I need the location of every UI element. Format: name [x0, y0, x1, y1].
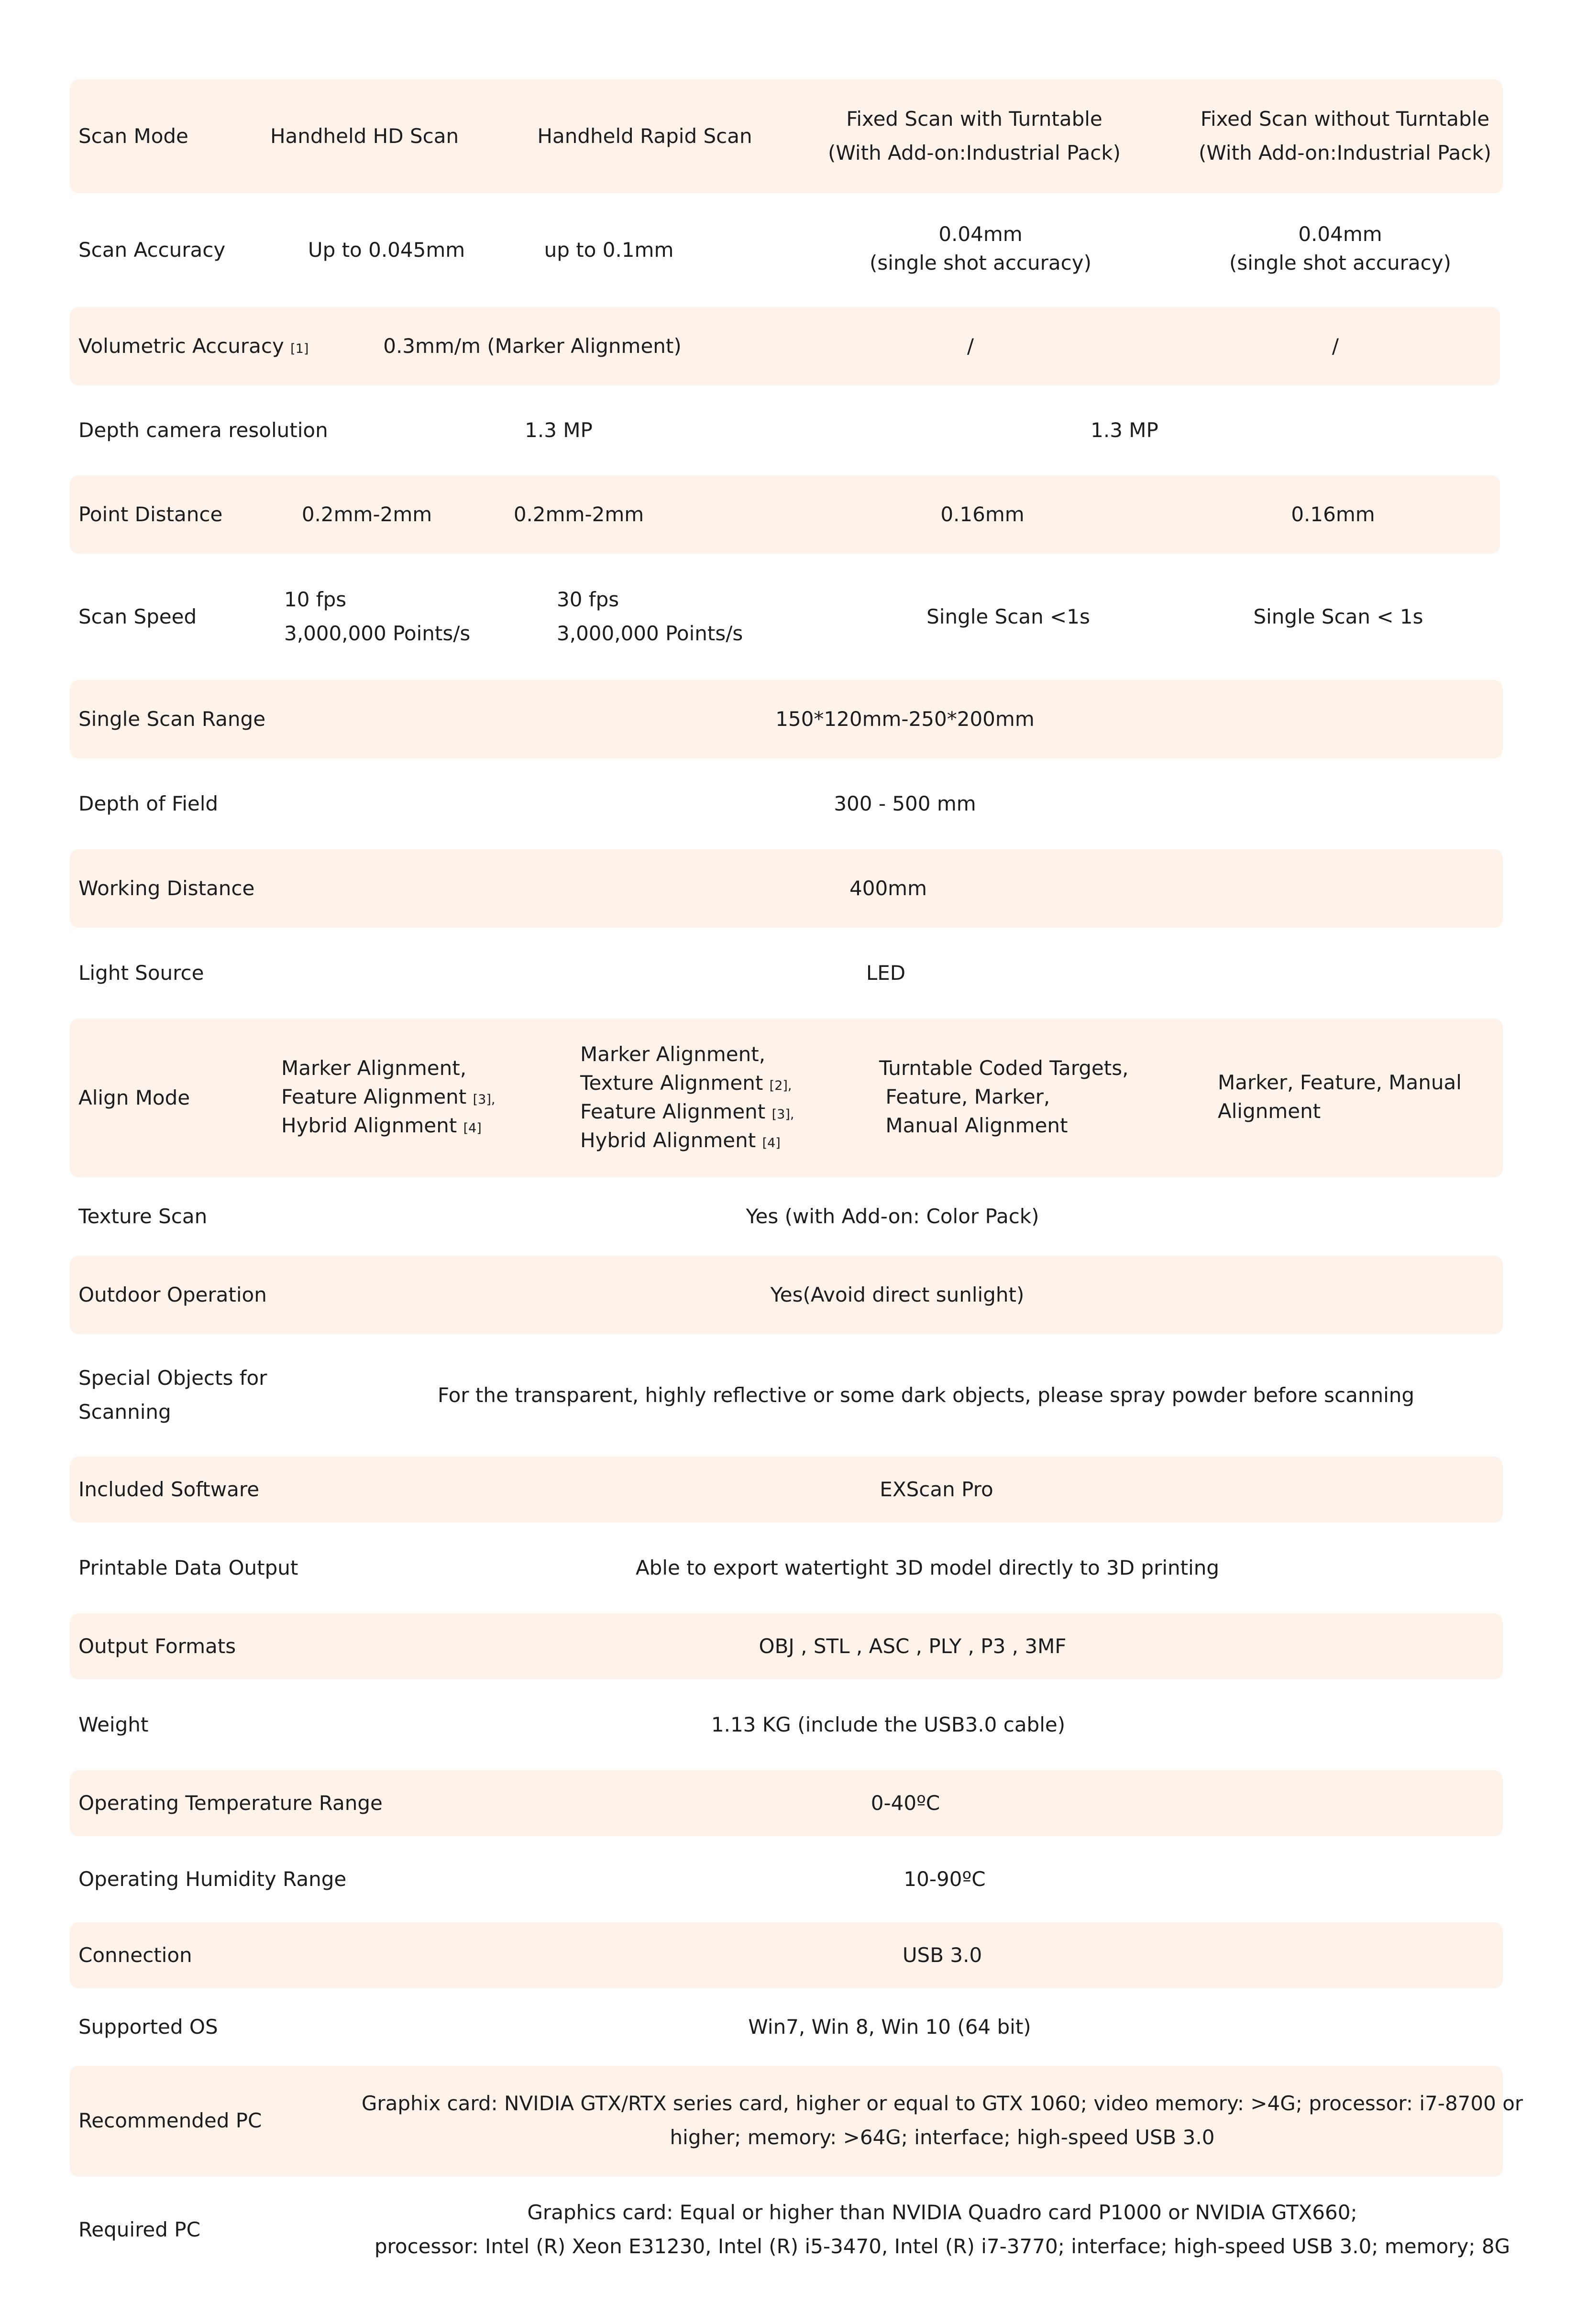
footnote-ref: [3],	[473, 1092, 496, 1107]
align-item: Hybrid Alignment	[281, 1114, 457, 1137]
col-fixed-no-turntable-l1: 0.04mm	[1298, 222, 1382, 246]
row-scan-accuracy	[70, 193, 1503, 307]
col-handheld-hd: Up to 0.045mm	[308, 238, 465, 262]
col-fixed-no-turntable-l2: (With Add-on:Industrial Pack)	[1198, 141, 1492, 164]
row-operating-temperature	[70, 1770, 1503, 1836]
col-handheld-hd-l2: 3,000,000 Points/s	[284, 622, 471, 645]
row-connection	[70, 1922, 1503, 1988]
row-label: Light Source	[78, 961, 204, 985]
row-value: 0-40ºC	[871, 1791, 940, 1815]
col-fixed-turntable-l1: Turntable Coded Targets,	[879, 1056, 1129, 1080]
row-outdoor-operation	[70, 1256, 1503, 1334]
col-fixed-no-turntable-l1: Fixed Scan without Turntable	[1200, 107, 1490, 131]
footnote-ref: [4]	[463, 1121, 482, 1136]
row-value: Able to export watertight 3D model directly to 3D printing	[635, 1556, 1220, 1579]
col-handheld-hd: 0.2mm-2mm	[301, 503, 432, 526]
col-handheld-hd: Handheld HD Scan	[270, 124, 459, 148]
col-fixed: 1.3 MP	[1091, 418, 1158, 442]
col-fixed-turntable: 0.16mm	[940, 503, 1025, 526]
col-handheld-rapid-l2	[580, 1069, 792, 1100]
col-handheld-rapid-l4	[580, 1126, 781, 1158]
col-handheld-rapid: Handheld Rapid Scan	[537, 124, 752, 148]
row-value: For the transparent, highly reflective or some dark objects, please spray powder before scanning	[437, 1383, 1415, 1407]
row-depth-of-field	[70, 758, 1503, 849]
row-value-l1: Graphix card: NVIDIA GTX/RTX series card, higher or equal to GTX 1060; video memory: >4G; processor: i7-8700 or	[361, 2092, 1523, 2115]
col-handheld-rapid-l1	[580, 1040, 765, 1069]
col-fixed-turntable-l2: Feature, Marker,	[879, 1085, 1050, 1108]
row-value: Win7, Win 8, Win 10 (64 bit)	[748, 2015, 1031, 2039]
row-scan-speed	[70, 554, 1503, 680]
footnote-ref: [2],	[769, 1078, 792, 1093]
col-handheld-rapid-l2: 3,000,000 Points/s	[557, 622, 743, 645]
row-label: Depth of Field	[78, 792, 219, 815]
row-label: Weight	[78, 1713, 149, 1736]
row-label: Operating Temperature Range	[78, 1791, 383, 1815]
footnote-ref: [4]	[762, 1136, 781, 1151]
row-value: 10-90ºC	[904, 1867, 986, 1891]
row-label: Supported OS	[78, 2015, 218, 2039]
row-single-scan-range	[70, 680, 1503, 758]
row-value: 150*120mm-250*200mm	[775, 707, 1035, 731]
col-fixed-no-turntable-l1: Marker, Feature, Manual	[1218, 1071, 1462, 1094]
col-handheld-rapid: 0.2mm-2mm	[513, 503, 644, 526]
row-label: Required PC	[78, 2218, 200, 2241]
row-point-distance	[70, 475, 1500, 554]
col-fixed-turntable-l1: 0.04mm	[938, 222, 1023, 246]
align-item: Feature Alignment	[281, 1085, 467, 1108]
row-value: EXScan Pro	[880, 1478, 993, 1501]
row-label: Included Software	[78, 1478, 260, 1501]
row-label: Connection	[78, 1943, 192, 1967]
row-label-text: Volumetric Accuracy	[78, 334, 284, 358]
col-handheld: 0.3mm/m (Marker Alignment)	[383, 334, 682, 358]
col-handheld-rapid: up to 0.1mm	[544, 238, 674, 262]
col-handheld-hd-l2	[281, 1083, 495, 1114]
row-texture-scan	[70, 1177, 1503, 1256]
row-label: Output Formats	[78, 1634, 236, 1658]
row-value: 300 - 500 mm	[834, 792, 976, 815]
row-label: Depth camera resolution	[78, 418, 328, 442]
row-label: Scan Speed	[78, 605, 197, 628]
align-item: Feature Alignment	[580, 1100, 766, 1123]
col-handheld-hd-l1	[281, 1054, 466, 1083]
align-item: Marker Alignment,	[281, 1056, 467, 1080]
row-special-objects	[70, 1334, 1503, 1457]
row-label: Outdoor Operation	[78, 1283, 267, 1306]
row-value: Yes (with Add-on: Color Pack)	[746, 1205, 1039, 1228]
col-handheld-rapid-l1: 30 fps	[557, 588, 619, 611]
col-fixed-no-turntable: Single Scan < 1s	[1253, 605, 1423, 628]
row-label: Texture Scan	[78, 1205, 208, 1228]
col-fixed-no-turntable-l2: (single shot accuracy)	[1229, 251, 1451, 274]
row-light-source	[70, 928, 1503, 1019]
row-scan-mode	[70, 79, 1503, 193]
col-handheld-hd-l3	[281, 1111, 482, 1143]
footnote-ref: [1]	[290, 341, 309, 356]
row-value: Yes(Avoid direct sunlight)	[770, 1283, 1025, 1306]
row-printable-output	[70, 1523, 1503, 1613]
col-fixed-turntable-l2: (single shot accuracy)	[870, 251, 1091, 274]
row-label: Point Distance	[78, 503, 223, 526]
col-handheld-hd-l1: 10 fps	[284, 588, 347, 611]
row-label: Scan Mode	[78, 124, 188, 148]
col-fixed-no-turntable: 0.16mm	[1291, 503, 1375, 526]
row-value-l2: processor: Intel (R) Xeon E31230, Intel (R) i5-3470, Intel (R) i7-3770; interface; high-speed USB 3.0; memory; 8G	[374, 2235, 1510, 2258]
row-value-l1: Graphics card: Equal or higher than NVIDIA Quadro card P1000 or NVIDIA GTX660;	[527, 2201, 1357, 2224]
row-recommended-pc	[70, 2066, 1523, 2177]
col-fixed-no-turntable: /	[1332, 334, 1339, 358]
row-supported-os	[70, 1988, 1503, 2066]
row-depth-camera-resolution	[70, 385, 1503, 475]
row-value: USB 3.0	[902, 1943, 982, 1967]
row-align-mode	[70, 1019, 1503, 1177]
col-fixed-turntable-l3: Manual Alignment	[879, 1114, 1068, 1137]
row-weight	[70, 1679, 1503, 1770]
col-fixed-turntable-l2: (With Add-on:Industrial Pack)	[827, 141, 1121, 164]
row-value: OBJ , STL , ASC , PLY , P3 , 3MF	[759, 1634, 1067, 1658]
col-fixed-no-turntable-l2: Alignment	[1218, 1099, 1321, 1123]
row-value: 1.13 KG (include the USB3.0 cable)	[711, 1713, 1066, 1736]
row-value-l2: higher; memory: >64G; interface; high-speed USB 3.0	[670, 2126, 1215, 2149]
row-label-l1: Special Objects for	[78, 1366, 267, 1390]
row-label	[78, 329, 309, 366]
row-required-pc	[70, 2177, 1510, 2284]
row-label: Operating Humidity Range	[78, 1867, 347, 1891]
row-label: Single Scan Range	[78, 707, 266, 731]
row-included-software	[70, 1457, 1503, 1523]
row-output-formats	[70, 1613, 1503, 1679]
row-volumetric-accuracy	[70, 307, 1500, 385]
row-value: 400mm	[849, 877, 927, 900]
row-label: Recommended PC	[78, 2109, 262, 2132]
row-label: Align Mode	[78, 1086, 190, 1109]
col-fixed-turntable: Single Scan <1s	[926, 605, 1090, 628]
row-label: Printable Data Output	[78, 1556, 298, 1579]
col-fixed-turntable-l1: Fixed Scan with Turntable	[846, 107, 1102, 131]
row-value: LED	[866, 961, 906, 985]
row-label-l2: Scanning	[78, 1400, 171, 1424]
col-fixed-turntable: /	[967, 334, 974, 358]
align-item: Marker Alignment,	[580, 1042, 766, 1066]
col-handheld: 1.3 MP	[525, 418, 593, 442]
row-label: Working Distance	[78, 877, 255, 900]
row-operating-humidity	[70, 1836, 1503, 1922]
align-item: Texture Alignment	[580, 1071, 763, 1095]
align-item: Hybrid Alignment	[580, 1129, 756, 1152]
col-handheld-rapid-l3	[580, 1097, 794, 1129]
footnote-ref: [3],	[771, 1107, 794, 1122]
row-working-distance	[70, 849, 1503, 928]
row-label: Scan Accuracy	[78, 238, 226, 262]
